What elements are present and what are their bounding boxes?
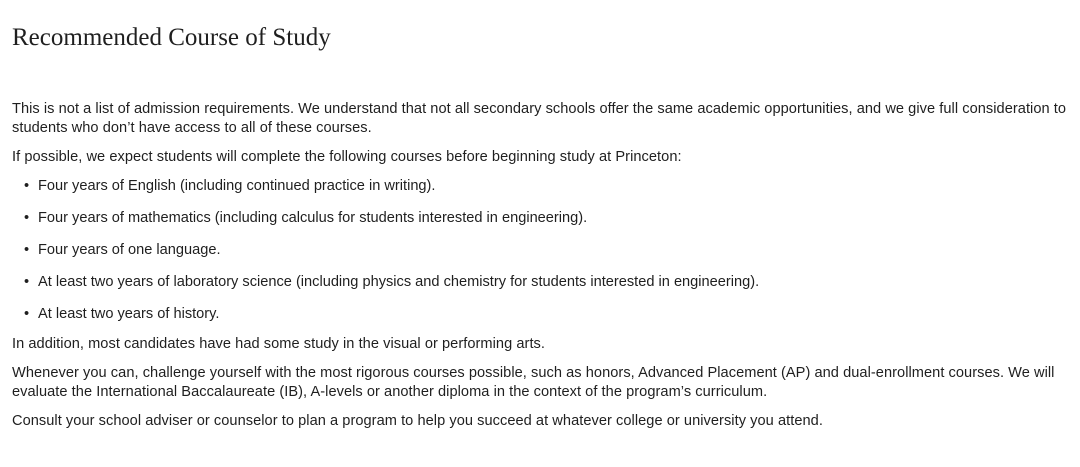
bullet-icon: • bbox=[24, 306, 30, 322]
list-item-text: At least two years of laboratory science (including physics and chemistry for students interested in engineering). bbox=[38, 274, 760, 290]
list-item bbox=[24, 273, 1068, 292]
list-item bbox=[24, 177, 1068, 196]
list-item-text: Four years of mathematics (including calculus for students interested in engineering). bbox=[38, 210, 588, 226]
courses-lead-paragraph: If possible, we expect students will complete the following courses before beginning study at Princeton: bbox=[12, 149, 682, 165]
arts-paragraph: In addition, most candidates have had some study in the visual or performing arts. bbox=[12, 336, 546, 352]
bullet-icon: • bbox=[24, 178, 30, 194]
list-item bbox=[24, 305, 1068, 324]
list-item-text: Four years of one language. bbox=[38, 242, 221, 258]
bullet-icon: • bbox=[24, 210, 30, 226]
page-title: Recommended Course of Study bbox=[12, 24, 331, 51]
course-list bbox=[12, 177, 1068, 324]
list-item-text: At least two years of history. bbox=[38, 306, 220, 322]
bullet-icon: • bbox=[24, 274, 30, 290]
bullet-icon: • bbox=[24, 242, 30, 258]
list-item-text: Four years of English (including continued practice in writing). bbox=[38, 178, 436, 194]
intro-paragraph: This is not a list of admission requirements. We understand that not all secondary schools offer the same academic opportunities, and we give full consideration to students who don’t have access to all of these courses. bbox=[12, 101, 1067, 136]
list-item bbox=[24, 209, 1068, 228]
list-item bbox=[24, 241, 1068, 260]
consult-paragraph: Consult your school adviser or counselor to plan a program to help you succeed at whatever college or university you attend. bbox=[12, 413, 823, 429]
challenge-paragraph: Whenever you can, challenge yourself with the most rigorous courses possible, such as honors, Advanced Placement (AP) and dual-enrollment courses. We will evaluate the International Baccalaureate (IB), A-levels or another diploma in the context of the program’s curriculum. bbox=[12, 365, 1055, 400]
